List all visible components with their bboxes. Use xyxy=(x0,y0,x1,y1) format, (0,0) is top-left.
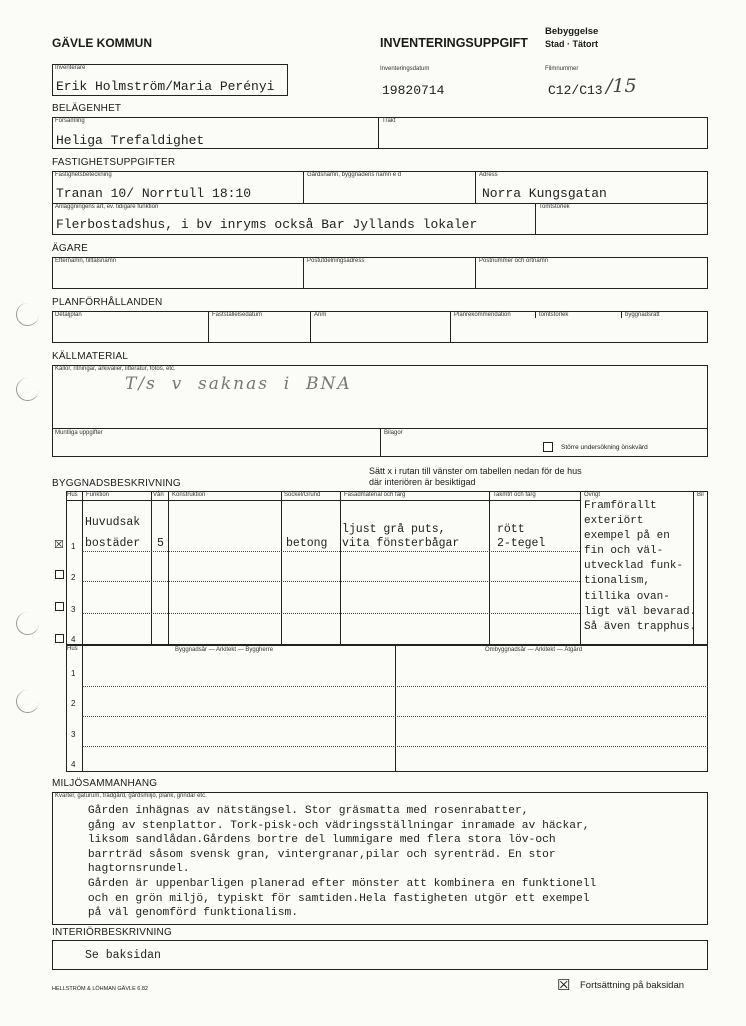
van-value[interactable]: 5 xyxy=(157,537,164,550)
row-number-3: 3 xyxy=(71,605,76,614)
col-div-van xyxy=(168,491,169,645)
fastighet-div-1 xyxy=(303,171,304,203)
col-ovrigt-label: Övrigt xyxy=(584,492,601,498)
plan-box xyxy=(52,311,708,343)
plan-heading: PLANFÖRHÅLLANDEN xyxy=(52,297,163,308)
efternamn-label: Efternamn, tilltalsnamn xyxy=(55,258,117,264)
datum-value[interactable]: 19820714 xyxy=(382,83,445,98)
detaljplan-label: Detaljplan xyxy=(55,312,82,318)
bilagor-label: Bilagor xyxy=(384,430,403,436)
kallor-label: Källor, ritningar, arkivalier, litteratur, fotos, etc. xyxy=(55,366,176,372)
table-header-line xyxy=(66,500,580,501)
plan-div-2 xyxy=(310,311,311,343)
storre-label: Större undersökning önskvärd xyxy=(561,444,648,451)
col-tak-label: Takmtrl och färg xyxy=(493,492,536,498)
miljo-label: Kvarter, gaturum, trädgård, gårdsmiljö, plank, grindar etc. xyxy=(55,793,207,799)
punch-hole-4 xyxy=(16,690,39,713)
byggnadsratt-label xyxy=(621,312,660,318)
bebyggelse-label: Bebyggelse xyxy=(545,26,599,37)
row-number-1: 1 xyxy=(71,542,76,551)
inventerare-label: Inventerare xyxy=(55,65,86,71)
adress-value[interactable]: Norra Kungsgatan xyxy=(482,186,607,201)
col-konstruktion-label: Konstruktion xyxy=(172,492,206,498)
tak-line-1[interactable]: rött xyxy=(497,523,525,536)
col-funktion-label: Funktion xyxy=(86,492,110,498)
inventerare-value[interactable]: Erik Holmström/Maria Perényi xyxy=(56,79,275,94)
fastighet-div-2 xyxy=(475,171,476,203)
planrek-label: Planrekommendation xyxy=(454,312,511,318)
ovrigt-value[interactable]: Framförallt exteriört exempel på en fin och väl- utvecklad funk- tionalism, tillika ovan- ligt väl bevarad. Så även trapphus. xyxy=(584,500,697,633)
forsamling-value[interactable]: Heliga Trefaldighet xyxy=(56,133,205,148)
byggnadsar-row-1: 1 xyxy=(71,669,76,678)
byggnadsratt-text: byggnadsrätt xyxy=(621,312,660,318)
anlaggning-value[interactable]: Flerbostadshus, i bv inryms också Bar Jyllands lokaler xyxy=(56,217,478,232)
row-number-4: 4 xyxy=(71,635,76,644)
byggnadsar-label: Byggnadsår — Arkitekt — Byggherre xyxy=(175,647,274,653)
col-bil-label: Bil xyxy=(697,492,704,498)
gardsnamn-label: Gårdsnamn, byggnadens namn e d xyxy=(307,172,402,178)
anm-label: Anm xyxy=(314,312,327,318)
stad-tatort-label: Stad · Tätort xyxy=(545,39,598,49)
col-fasad-label: Fasadmaterial och färg xyxy=(344,492,406,498)
funktion-line-1[interactable]: Huvudsak xyxy=(85,516,141,529)
anlaggning-label: Anläggningens art, ev. tidigare funktion xyxy=(55,204,159,210)
filmnummer-label: Filmnummer xyxy=(545,66,579,72)
agare-heading: ÄGARE xyxy=(52,243,89,254)
adress-label: Adress xyxy=(479,172,498,178)
col-sockel-label: Sockel/Grund xyxy=(284,492,321,498)
fasad-line-1[interactable]: ljust grå puts, xyxy=(342,523,446,536)
col-van-label: Vån xyxy=(153,492,164,498)
byggnadsar-div-mid xyxy=(395,645,396,772)
forsamling-label: Församling xyxy=(55,118,85,124)
plan-div-3 xyxy=(450,311,451,343)
beteckning-label: Fastighetsbeteckning xyxy=(55,172,112,178)
datum-label: Inventeringsdatum xyxy=(380,66,430,72)
row-line-3 xyxy=(82,613,580,614)
col-hus-label: Hus xyxy=(67,492,78,498)
interior-checkbox-4[interactable] xyxy=(55,634,64,643)
row-line-2 xyxy=(82,581,580,582)
byggnadsar-line-1 xyxy=(82,686,708,687)
col-div-tak xyxy=(580,491,581,645)
fortsattning-checkbox[interactable]: ☒ xyxy=(557,977,571,994)
fastighet-heading: FASTIGHETSUPPGIFTER xyxy=(52,157,176,168)
interior-checkbox-2[interactable] xyxy=(55,570,64,579)
agare-div-1 xyxy=(303,257,304,289)
interior-text[interactable]: Se baksidan xyxy=(85,949,161,962)
col-div-fasad xyxy=(489,491,490,645)
fortsattning-label: Fortsättning på baksidan xyxy=(580,980,685,991)
plan-tomtstorlek-text: tomtstorlek xyxy=(535,312,568,318)
col-div-sockel xyxy=(340,491,341,645)
funktion-line-2[interactable]: bostäder xyxy=(85,537,141,550)
kallmaterial-heading: KÄLLMATERIAL xyxy=(52,351,129,362)
fasad-line-2[interactable]: vita fönsterbågar xyxy=(342,537,460,550)
postadress-label: Postutdelningsadress xyxy=(307,258,365,264)
interior-checkbox-3[interactable] xyxy=(55,602,64,611)
kallor-handwritten: T/s v saknas i BNA xyxy=(125,374,352,394)
ombyggnad-label: Ombyggnadsår — Arkitekt — Åtgärd xyxy=(485,647,583,653)
beteckning-value[interactable]: Tranan 10/ Norrtull 18:10 xyxy=(56,186,252,201)
sockel-value[interactable]: betong xyxy=(286,537,328,550)
byggnad-heading: BYGGNADSBESKRIVNING xyxy=(52,478,181,489)
byggnadsar-line-3 xyxy=(82,746,708,747)
kallmaterial-div xyxy=(380,428,381,457)
interior-checkbox-1[interactable]: ☒ xyxy=(54,539,64,551)
form-title: INVENTERINGSUPPGIFT xyxy=(380,36,528,50)
tak-line-2[interactable]: 2-tegel xyxy=(497,537,546,550)
byggnadsar-table xyxy=(66,645,708,772)
filmnummer-handwritten: /15 xyxy=(606,75,637,97)
col-div-funktion xyxy=(151,491,152,645)
interior-heading: INTERIÖRBESKRIVNING xyxy=(52,927,172,938)
postnummer-label: Postnummer och ortnamn xyxy=(479,258,549,264)
col-div-hus xyxy=(82,491,83,645)
byggnadsar-row-4: 4 xyxy=(71,760,76,769)
filmnummer-value[interactable]: C12/C13 xyxy=(548,83,603,98)
faststallelse-label: Fastställelsedatum xyxy=(212,312,263,318)
trakt-label: Trakt xyxy=(382,118,396,124)
plan-div-1 xyxy=(208,311,209,343)
tomtstorlek-label: Tomtstorlek xyxy=(539,204,570,210)
municipality-heading: GÄVLE KOMMUN xyxy=(52,36,152,50)
byggnadsar-row-2: 2 xyxy=(71,699,76,708)
row-number-2: 2 xyxy=(71,573,76,582)
muntliga-label: Muntliga uppgifter xyxy=(55,430,103,436)
agare-box xyxy=(52,257,708,289)
byggnadsar-line-2 xyxy=(82,716,708,717)
punch-hole-2 xyxy=(16,378,39,401)
belagenhet-divider xyxy=(378,117,379,149)
plan-tomtstorlek-label xyxy=(535,312,568,318)
agare-div-2 xyxy=(475,257,476,289)
byggnadsar-row-3: 3 xyxy=(71,730,76,739)
printer-imprint: HELLSTRÖM & LÖHMAN GÄVLE 6.82 xyxy=(52,986,148,992)
byggnadsar-div-hus xyxy=(82,645,83,772)
col-div-konstruktion xyxy=(281,491,282,645)
belagenhet-heading: BELÄGENHET xyxy=(52,103,122,114)
miljo-text[interactable]: Gården inhägnas av nätstängsel. Stor gräsmatta med rosenrabatter, gång av stenplattor. Tork-pisk-och vädringsställningar inramade av häckar, liksom sandlådan.Gårdens bortre del lummigare med flera stora löv-och barrträd såsom svensk gran, vintergranar,pilar och syrenträd. En stor hagtornsrundel. Gården är uppenbarligen planerad efter mönster att kombinera en funktionell och en grön miljö, typiskt för samtiden.Hela fastigheten utgör ett exempel på väl genomförd funktionalism. xyxy=(87,805,597,920)
punch-hole-1 xyxy=(16,303,39,326)
hus2-label: Hus xyxy=(67,646,78,652)
byggnad-instruction-2: där interiören är besiktigad xyxy=(369,477,476,487)
storre-checkbox[interactable] xyxy=(543,442,553,452)
miljo-heading: MILJÖSAMMANHANG xyxy=(52,778,158,789)
punch-hole-3 xyxy=(16,612,39,635)
byggnad-instruction-1: Sätt x i rutan till vänster om tabellen nedan för de hus xyxy=(369,466,582,476)
fastighet-div-3 xyxy=(535,203,536,235)
